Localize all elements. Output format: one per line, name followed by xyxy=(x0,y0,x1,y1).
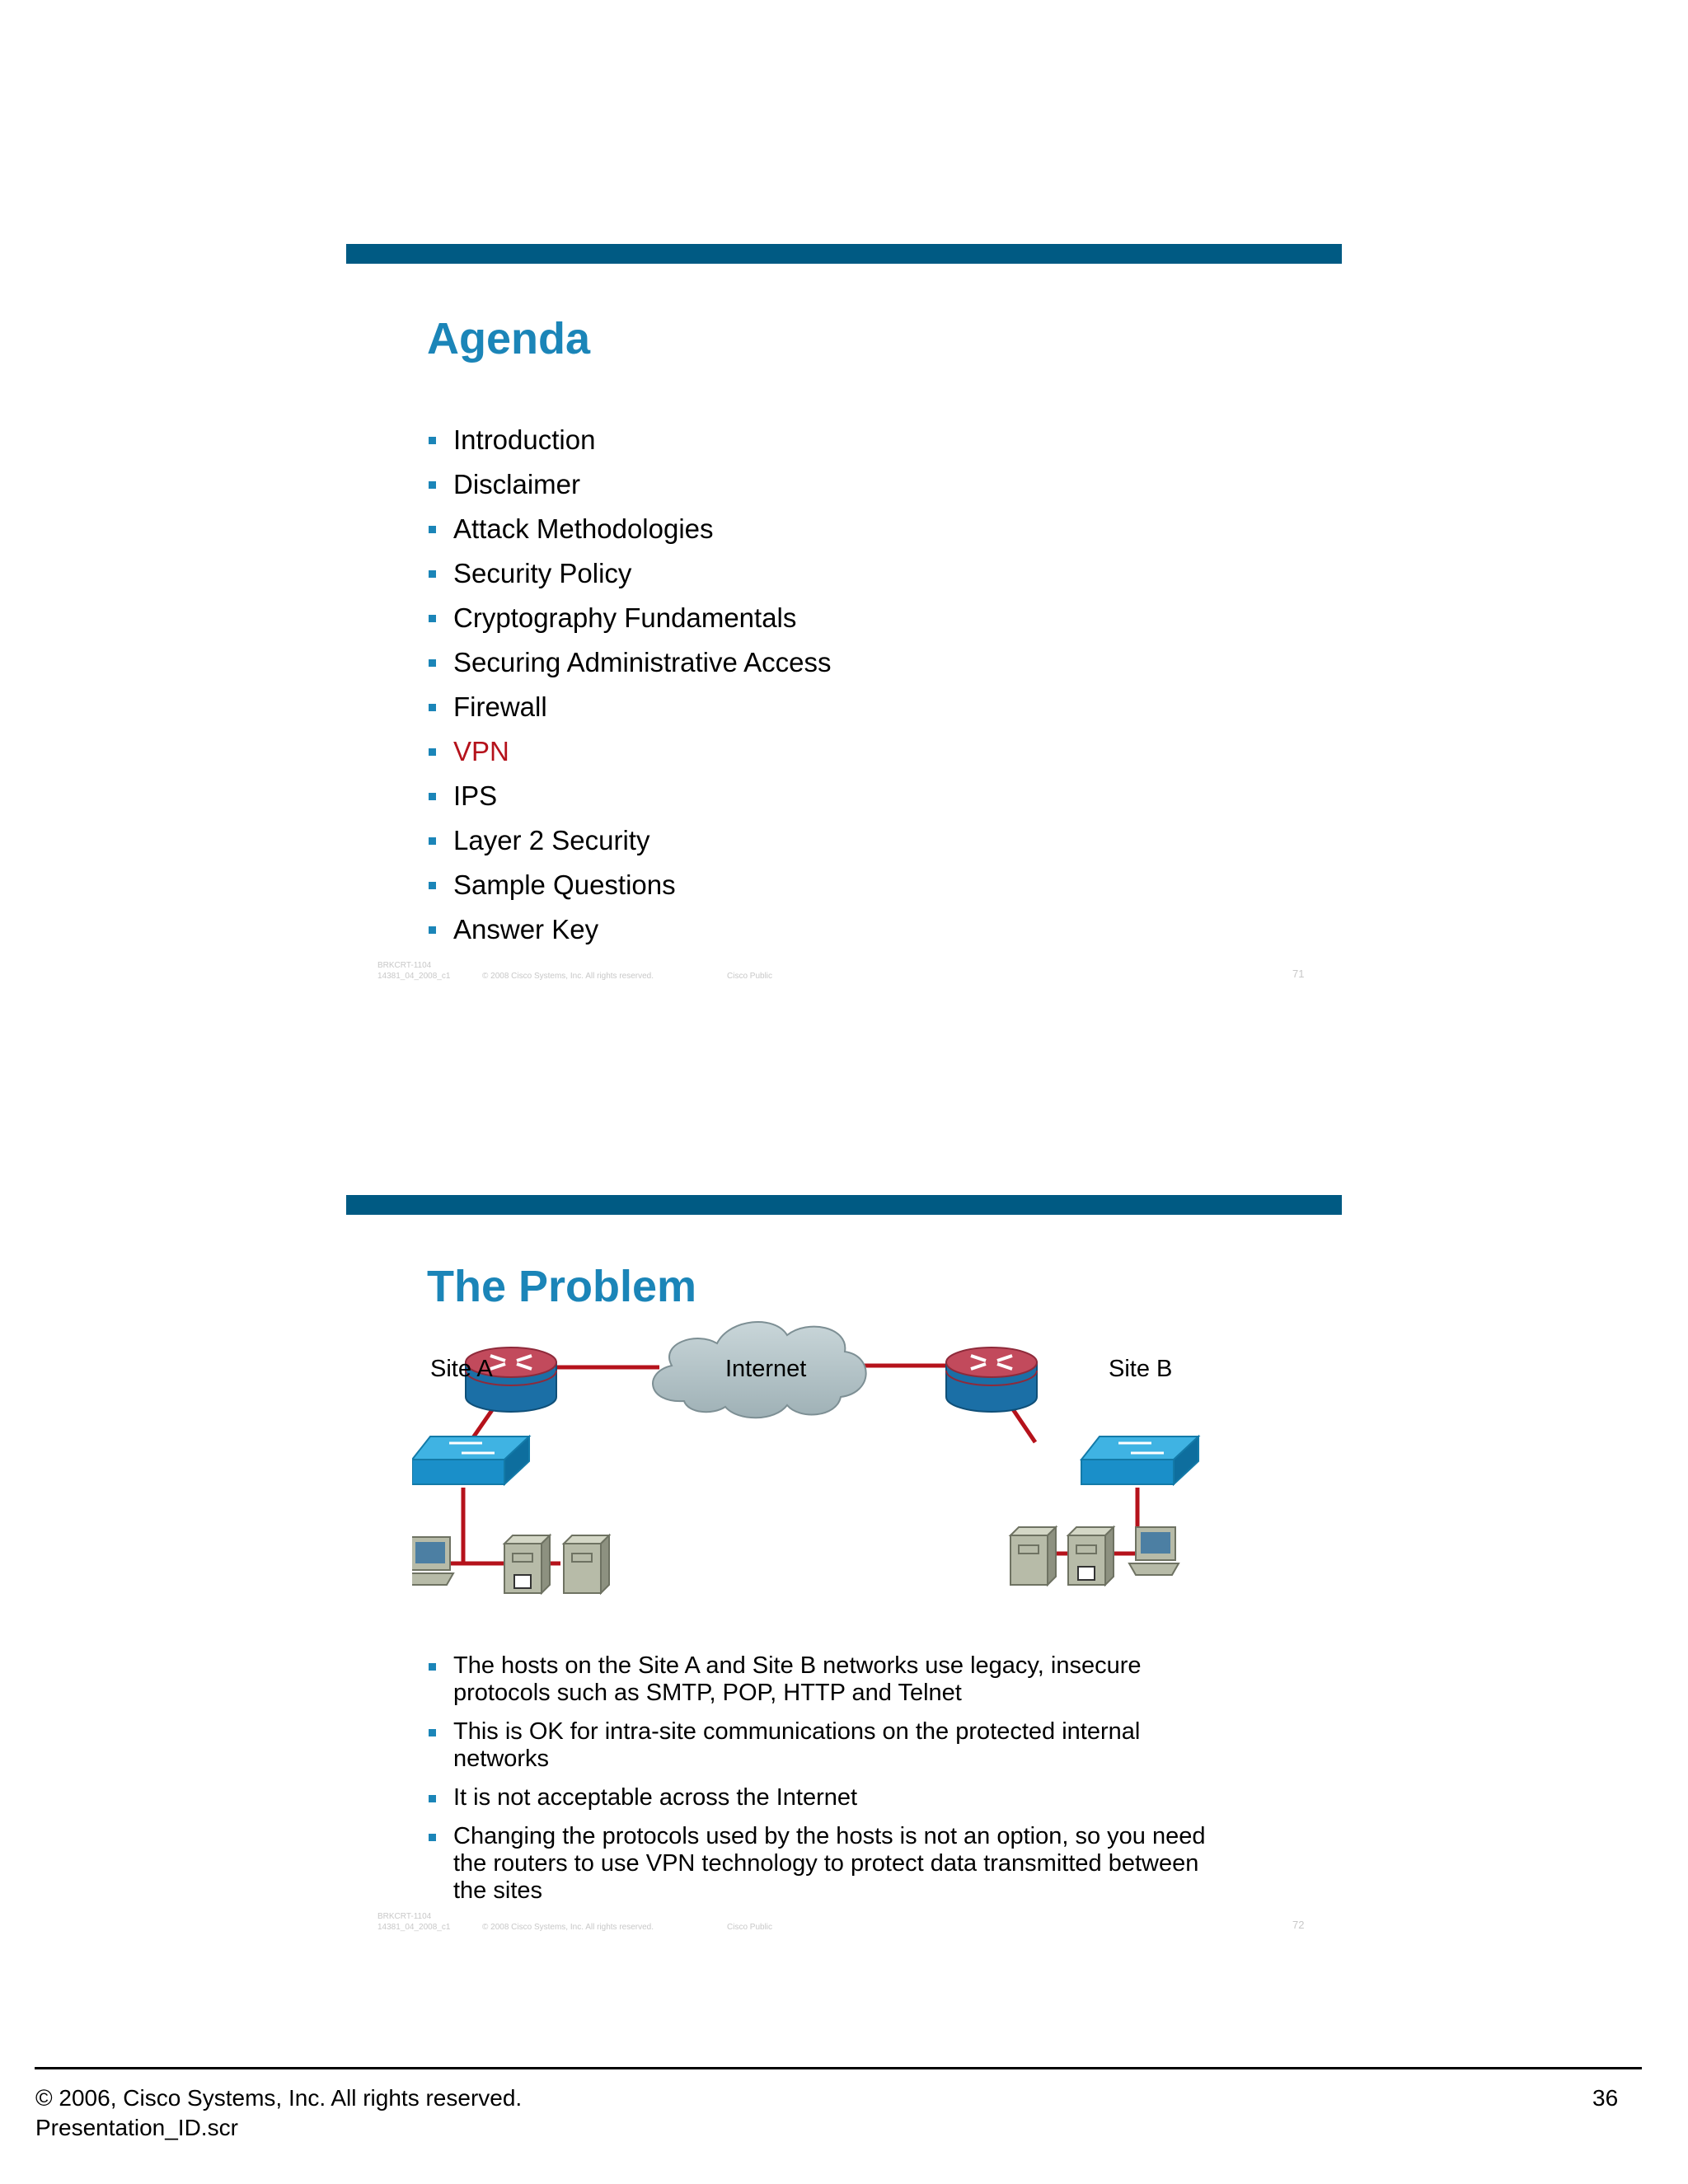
problem-bullet-list xyxy=(427,1652,1235,1916)
page-number: 36 xyxy=(1592,2085,1619,2111)
slide-number: 71 xyxy=(1292,968,1305,980)
switch-icon xyxy=(1081,1436,1198,1484)
bullet-icon xyxy=(429,437,436,444)
bullet-item: Changing the protocols used by the hosts is not an option, so you need the routers to use VPN technology to protect data transmitted between the sites xyxy=(427,1823,1235,1905)
slide-footer-code: BRKCRT-1104 xyxy=(377,1912,432,1921)
agenda-item: Answer Key xyxy=(427,913,832,958)
bullet-icon xyxy=(429,704,436,711)
bullet-icon xyxy=(429,1834,436,1841)
slide-footer-classification: Cisco Public xyxy=(727,972,773,981)
router-icon xyxy=(946,1347,1037,1412)
workstation-icon xyxy=(412,1537,453,1585)
bullet-item: It is not acceptable across the Internet xyxy=(427,1784,1235,1811)
secure-server-icon xyxy=(504,1535,550,1593)
slide-header-bar xyxy=(346,1195,1342,1215)
bullet-icon xyxy=(429,526,436,533)
bullet-icon xyxy=(429,615,436,622)
agenda-item: IPS xyxy=(427,780,832,824)
slide-agenda xyxy=(346,244,1342,986)
bullet-icon xyxy=(429,926,436,934)
slide-number: 72 xyxy=(1292,1919,1305,1931)
secure-server-icon xyxy=(1068,1527,1114,1585)
slide-title: Agenda xyxy=(427,314,591,363)
bullet-icon xyxy=(429,748,436,756)
server-icon xyxy=(564,1535,609,1593)
slide-footer-copyright: © 2008 Cisco Systems, Inc. All rights reserved. xyxy=(482,1923,654,1932)
network-diagram xyxy=(412,1315,1236,1652)
slide-problem xyxy=(346,1195,1342,1937)
agenda-list xyxy=(427,424,832,958)
agenda-item-current: VPN xyxy=(427,735,832,780)
internet-label: Internet xyxy=(725,1356,807,1382)
bullet-icon xyxy=(429,882,436,889)
bullet-icon xyxy=(429,1795,436,1802)
bullet-icon xyxy=(429,1729,436,1736)
slide-footer-code: BRKCRT-1104 xyxy=(377,961,432,970)
agenda-item: Cryptography Fundamentals xyxy=(427,602,832,646)
agenda-item: Sample Questions xyxy=(427,869,832,913)
agenda-item: Attack Methodologies xyxy=(427,513,832,557)
server-icon xyxy=(1010,1527,1056,1585)
bullet-icon xyxy=(429,793,436,800)
workstation-icon xyxy=(1129,1527,1179,1575)
slide-header-bar xyxy=(346,244,1342,264)
footer-copyright: © 2006, Cisco Systems, Inc. All rights reserved. xyxy=(35,2085,523,2111)
footer-text xyxy=(35,2083,522,2143)
slide-title: The Problem xyxy=(427,1262,697,1311)
switch-icon xyxy=(412,1436,529,1484)
agenda-item: Introduction xyxy=(427,424,832,468)
footer-rule xyxy=(35,2067,1642,2069)
site-b-label: Site B xyxy=(1109,1356,1173,1382)
agenda-item: Layer 2 Security xyxy=(427,824,832,869)
bullet-icon xyxy=(429,570,436,578)
bullet-icon xyxy=(429,1663,436,1671)
bullet-item: The hosts on the Site A and Site B networks use legacy, insecure protocols such as SMTP, POP, HTTP and Telnet xyxy=(427,1652,1235,1707)
bullet-icon xyxy=(429,837,436,845)
agenda-item: Firewall xyxy=(427,691,832,735)
site-a-label: Site A xyxy=(430,1356,493,1382)
agenda-item: Securing Administrative Access xyxy=(427,646,832,691)
footer-filename: Presentation_ID.scr xyxy=(35,2115,238,2140)
agenda-item: Disclaimer xyxy=(427,468,832,513)
bullet-icon xyxy=(429,481,436,489)
bullet-item: This is OK for intra-site communications on the protected internal networks xyxy=(427,1718,1235,1773)
bullet-icon xyxy=(429,659,436,667)
slide-footer-copyright: © 2008 Cisco Systems, Inc. All rights reserved. xyxy=(482,972,654,981)
agenda-item: Security Policy xyxy=(427,557,832,602)
slide-footer-id: 14381_04_2008_c1 xyxy=(377,972,451,981)
slide-footer-classification: Cisco Public xyxy=(727,1923,773,1932)
slide-footer-id: 14381_04_2008_c1 xyxy=(377,1923,451,1932)
